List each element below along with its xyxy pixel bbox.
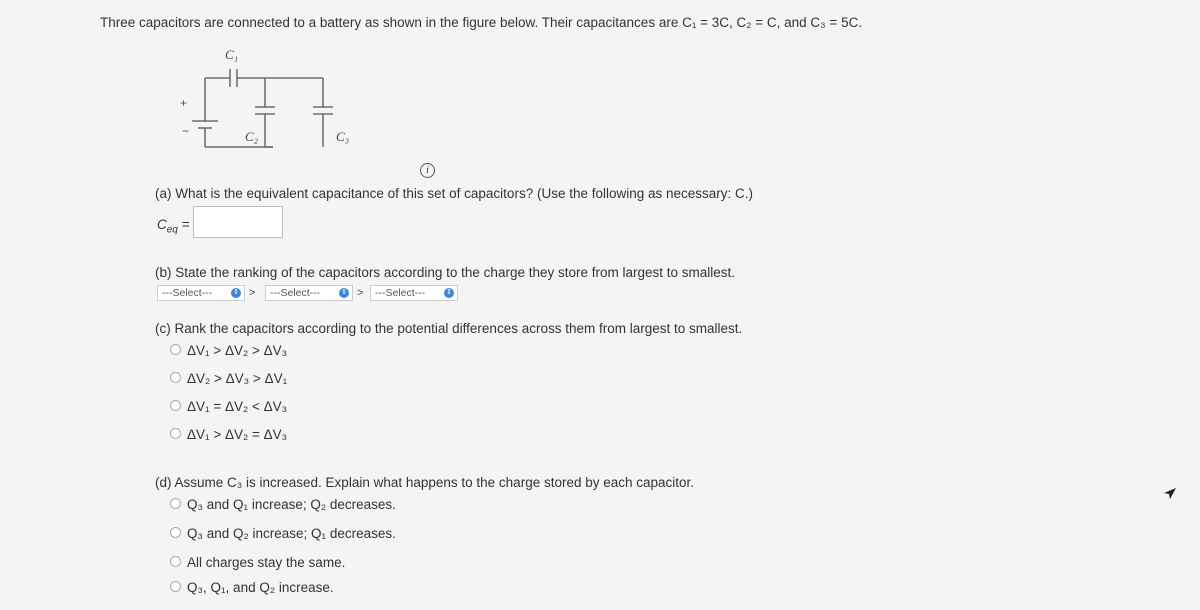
option-label: ΔV₁ > ΔV₂ = ΔV₃ [187,427,288,442]
option-label: ΔV₂ > ΔV₃ > ΔV₁ [187,371,288,386]
radio-button[interactable] [170,498,181,509]
option-label: ΔV₁ > ΔV₂ > ΔV₃ [187,343,288,358]
radio-button[interactable] [170,400,181,411]
radio-button[interactable] [170,428,181,439]
c3-label: C₃ [336,129,350,144]
option-label: Q₃, Q₁, and Q₂ increase. [187,580,334,595]
intro-text: Three capacitors are connected to a battery as shown in the figure below. Their capacitances are C₁ = 3C, C₂ = C, and C₃ = 5C. [100,15,863,30]
ceq-label-sub: eq [166,224,178,236]
rank-select-3-value: ---Select--- [375,287,426,299]
battery-minus-label: − [182,124,190,138]
part-a-question: (a) What is the equivalent capacitance of this set of capacitors? (Use the following as necessary: C.) [155,186,754,201]
part-b-question: (b) State the ranking of the capacitors according to the charge they store from largest to smallest. [155,265,736,280]
circuit-diagram [170,45,370,160]
part-d-option-1[interactable] [170,497,396,512]
rank-select-1-value: ---Select--- [162,287,213,299]
ceq-answer-input[interactable] [193,206,283,238]
rank-select-2[interactable] [265,285,353,301]
battery-plus-label: + [180,96,188,110]
rank-select-3[interactable] [370,285,458,301]
part-c-question: (c) Rank the capacitors according to the potential differences across them from largest to smallest. [155,321,743,336]
part-c-option-1[interactable] [170,343,287,358]
radio-button[interactable] [170,372,181,383]
part-c-option-2[interactable] [170,371,287,386]
select-arrows-icon: ⇕ [339,288,349,298]
part-c-option-4[interactable] [170,427,287,442]
c2-label: C₂ [245,129,259,144]
radio-button[interactable] [170,344,181,355]
radio-button[interactable] [170,581,181,592]
option-label: All charges stay the same. [187,555,346,570]
c1-label: C₁ [225,47,239,62]
ceq-equals: = [177,217,190,232]
option-label: Q₃ and Q₂ increase; Q₁ decreases. [187,526,396,541]
part-c-option-3[interactable] [170,399,287,414]
select-arrows-icon: ⇕ [231,288,241,298]
select-arrows-icon: ⇕ [444,288,454,298]
ceq-label-main: C [157,217,167,232]
option-label: Q₃ and Q₁ increase; Q₂ decreases. [187,497,396,512]
part-d-option-3[interactable] [170,555,345,570]
rank-select-1[interactable] [157,285,245,301]
radio-button[interactable] [170,527,181,538]
ceq-label [157,217,190,236]
part-d-question: (d) Assume C₃ is increased. Explain what happens to the charge stored by each capacitor. [155,475,695,490]
mouse-cursor-icon [1163,487,1177,501]
part-d-option-4[interactable] [170,580,334,595]
radio-button[interactable] [170,556,181,567]
option-label: ΔV₁ = ΔV₂ < ΔV₃ [187,399,288,414]
part-d-option-2[interactable] [170,526,396,541]
info-icon[interactable]: i [420,163,435,178]
rank-separator-2: > [357,287,364,299]
rank-select-2-value: ---Select--- [270,287,321,299]
rank-separator-1: > [249,287,256,299]
